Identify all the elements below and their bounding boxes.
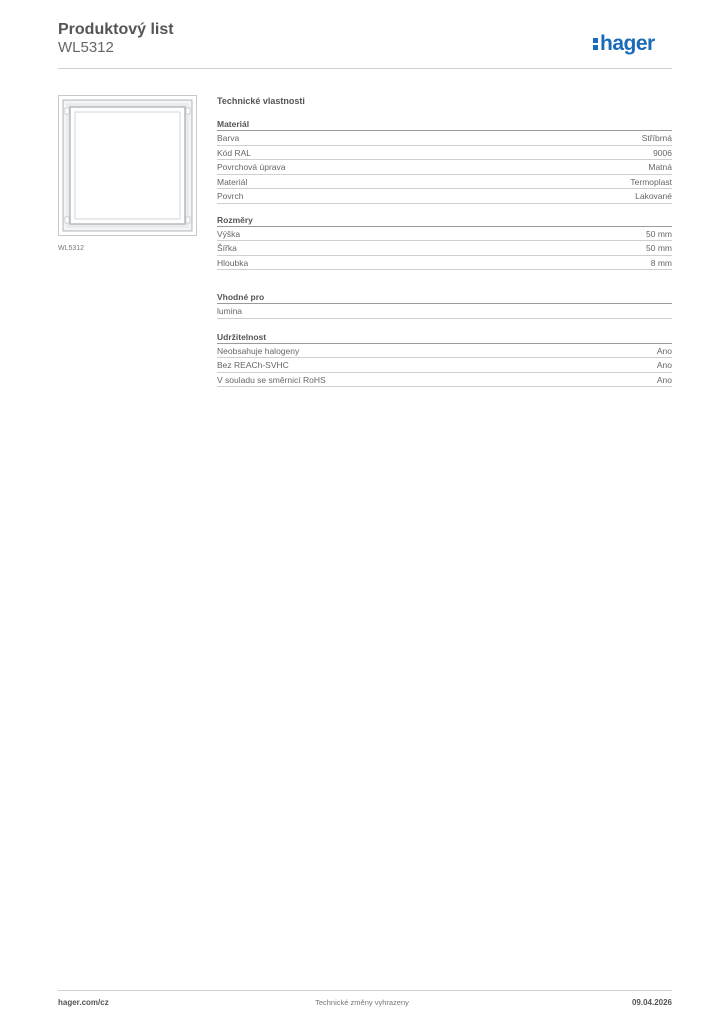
spec-row — [217, 227, 672, 242]
spec-row — [217, 160, 672, 175]
spec-value: Ano — [656, 374, 672, 385]
product-image — [58, 95, 197, 236]
footer-website-link[interactable]: hager.com/cz — [58, 998, 109, 1007]
spec-value: 9006 — [653, 147, 672, 158]
image-caption: WL5312 — [58, 245, 85, 252]
spec-label: Kód RAL — [217, 147, 252, 158]
spec-value: Lakované — [635, 191, 672, 201]
spec-label: Výška — [217, 228, 241, 239]
spec-label: Barva — [217, 133, 240, 143]
spec-label: lumina — [217, 306, 243, 316]
spec-label: Šířka — [217, 243, 237, 253]
spec-label: Povrch — [217, 191, 244, 201]
section-sustainability — [217, 331, 672, 388]
section-heading: Vhodné pro — [217, 291, 672, 304]
spec-value: 50 mm — [646, 243, 672, 253]
spec-label: Bez REACh-SVHC — [217, 360, 289, 370]
technical-specs — [217, 96, 672, 387]
specs-title: Technické vlastnosti — [217, 96, 305, 106]
spec-label: Povrchová úprava — [217, 162, 286, 172]
footer-notice: Technické změny vyhrazeny — [315, 998, 409, 1007]
section-heading: Rozměry — [217, 214, 672, 227]
spec-row — [217, 358, 672, 373]
section-dimensions — [217, 214, 672, 271]
spec-row — [217, 189, 672, 204]
spec-value: 50 mm — [646, 228, 672, 239]
spec-label: Hloubka — [217, 257, 249, 268]
footer-date: 09.04.2026 — [631, 998, 672, 1007]
spec-row — [217, 131, 672, 146]
product-frame-illustration — [59, 96, 196, 235]
spec-value: Matná — [648, 162, 672, 172]
spec-row — [217, 344, 672, 359]
spec-value: Ano — [656, 360, 672, 370]
footer-divider — [58, 990, 672, 991]
spec-row — [217, 146, 672, 161]
spec-row — [217, 241, 672, 256]
spec-value: Stříbrná — [641, 133, 672, 143]
spec-value: Ano — [656, 345, 672, 356]
section-suitable-for — [217, 291, 672, 319]
spec-row — [217, 304, 672, 319]
logo-dot-bottom — [593, 45, 598, 50]
header-divider — [58, 68, 672, 69]
spec-label: Neobsahuje halogeny — [217, 345, 300, 356]
section-heading: Materiál — [217, 118, 672, 131]
spec-label: Materiál — [217, 176, 248, 187]
page-title: Produktový list — [58, 21, 174, 38]
spec-label: V souladu se směrnicí RoHS — [217, 374, 326, 385]
hager-logo — [593, 30, 673, 56]
spec-row — [217, 175, 672, 190]
logo-dot-top — [593, 38, 598, 43]
spec-row — [217, 373, 672, 388]
spec-row — [217, 256, 672, 271]
spec-value: 8 mm — [650, 257, 672, 268]
section-heading: Udržitelnost — [217, 331, 672, 344]
logo-text: hager — [600, 32, 655, 55]
product-code: WL5312 — [58, 39, 114, 56]
section-material — [217, 118, 672, 204]
spec-value: Termoplast — [630, 176, 672, 187]
